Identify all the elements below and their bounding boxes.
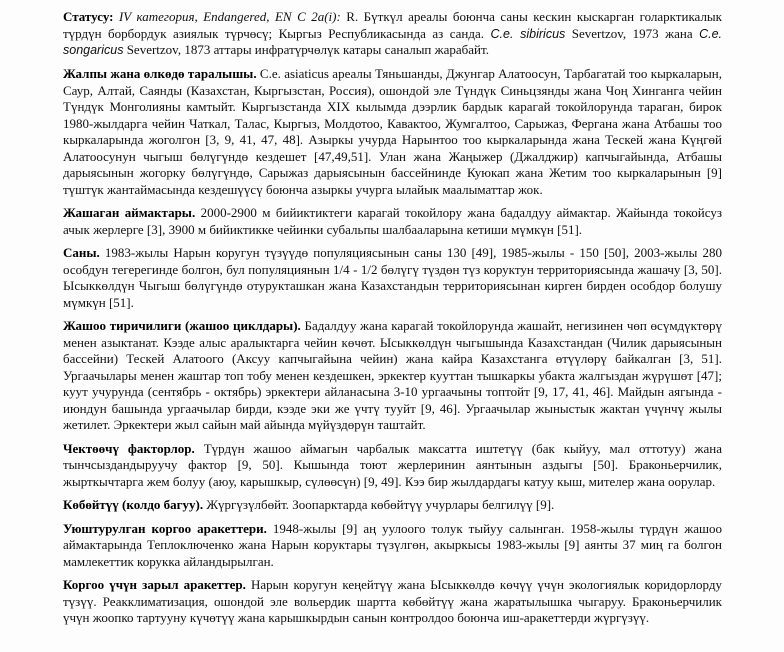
- distribution-heading: Жалпы жана өлкөдө таралышы.: [63, 66, 260, 82]
- protection-measures-heading: Уюштурулган коргоо аракеттери.: [63, 520, 273, 536]
- limiting-factors-heading: Чектөөчү факторлор.: [63, 440, 204, 456]
- paragraph-population: [63, 245, 722, 311]
- paragraph-breeding: [63, 497, 722, 514]
- needed-actions-text: Нарын коругун кеңейтүү жана Ысыккөлдө көчүү үчүн экологиялык коридорлорду түзүү. Реакклиматизация, ошондой эле вольердик шартта көбөйтүү жана жаратылышка чыгаруу. Браконьерчилик үчүн жоопко тартууну күчөтүү жана карышкырдын санын контролдоо боюнча иш-аракеттерди жүргүзүү.: [63, 577, 722, 626]
- paragraph-limiting-factors: [63, 441, 722, 491]
- paragraph-distribution: [63, 66, 722, 198]
- status-text-1: R. Бүткүл ареалы боюнча саны кескин кыскарган голарктикалык түрдүн борбордук азиялык түрчөсү; Кыргыз Республикасында аз санда.: [63, 9, 722, 41]
- population-text: 1983-жылы Нарын коругун түзүүдө популяциясынын саны 130 [49], 1985-жылы - 150 [50], 2003-жылы 280 особдун тегерегинде болгон, бул популяциянын 1/4 - 1/2 бөлүгү түздөн түз коруктун территориясында жашачу [3, 50]. Ысыккөлдүн Чыгыш бөлүгүндө отурукташкан жана Казахстандын территориясынан кирген бирден особдор болушу мүмкүн [51].: [63, 245, 722, 310]
- species-name-songaricus: C.e. songaricus: [63, 26, 722, 58]
- needed-actions-heading: Коргоо үчүн зарыл аракеттер.: [63, 577, 251, 593]
- status-heading: Статусу:: [63, 9, 119, 24]
- paragraph-life-cycle: [63, 318, 722, 434]
- paragraph-status: [63, 9, 722, 59]
- habitat-heading: Жашаган аймактары.: [63, 205, 201, 221]
- limiting-factors-text: Түрдүн жашоо аймагын чарбалык максатта иштетүү (бак кыйуу, мал оттотуу) жана тынчсыздандыруучу фактор [9, 50]. Кышында тоют жерлеринин аянтынын аздыгы [50]. Браконьерчилик, жырткычтарга жем болуу (аюу, карышкыр, сүлөөсүн) [9, 49]. Кээ бир жылдардагы катуу кыш, мителер жана оорулар.: [63, 440, 722, 489]
- status-text-2: Severtzov, 1973 жана: [565, 25, 700, 41]
- status-text-3: Severtzov, 1873 аттары инфратүрчөлүк катары саналып жарабайт.: [123, 42, 489, 58]
- status-category-italic: IV категория, Endangered, EN C 2a(i):: [118, 9, 347, 24]
- life-cycle-heading: Жашоо тиричилиги (жашоо циклдары).: [63, 318, 305, 334]
- paragraph-habitat: [63, 205, 722, 238]
- protection-measures-text: 1948-жылы [9] аң уулоого толук тыйуу салынган. 1958-жылы түрдүн жашоо аймактарында Теплоключенко жана Нарын коруктары түзүлгөн, акыркысы 1983-жылы [9] аянты 37 миң га болгон мамлекеттик корукка айландырылган.: [63, 520, 722, 569]
- paragraph-protection-measures: [63, 521, 722, 571]
- population-heading: Саны.: [63, 245, 105, 261]
- breeding-text: Жүргүзүлбөйт. Зоопарктарда көбөйтүү учурлары белгилүү [9].: [206, 497, 555, 513]
- breeding-heading: Көбөйтүү (колдо багуу).: [63, 497, 207, 513]
- distribution-text: C.e. asiaticus ареалы Тяньшанды, Джунгар Алатоосун, Тарбагатай тоо кыркаларын, Саур, Алтай, Саянды (Казахстан, Кыргызстан, Россия), ошондой эле Түндүк Синьцзянды жана Чоң Хинганга чейин Түндүк Монголияны камтыйт. Кыргызстанда XIX кылымда дээрлик бардык карагай токойлорунда тараган, бирок 1980-жылдарга чейин Чаткал, Талас, Кыргыз, Молдотоо, Кавактоо, Жумгалтоо, Сарыжаз, Фергана жана Атбашы тоо кыркаларында жоголгон [3, 9, 41, 47, 48]. Азыркы учурда Нарынтоо тоо кыркаларында жана Тескей жана Күңгөй Алатоосунун чыгыш бөлүгүндө кездешет [47,49,51]. Улан жана Жаңыжер (Джалджир) капчыгайында, Атбашы дарыясынын жогорку бөлүгүндө, Сарыжаз дарыясынын бассейнинде Куюкап жана Жетим тоо кыркаларынын [9] түштүк жантаймасында кездешүүсү боюнча азыркы учурга ылайык маалыматтар жок.: [63, 66, 722, 197]
- habitat-text: 2000-2900 м бийиктиктеги карагай токойлору жана бадалдуу аймактар. Жайында токойсуз ачык жерлерге [3], 3900 м бийиктикке чейинки субальпы шалбааларына кетиши мүмкүн [51].: [63, 205, 722, 237]
- paragraph-needed-actions: [63, 577, 722, 627]
- species-name-sibiricus: C.e. sibiricus: [490, 26, 566, 41]
- life-cycle-text: Бадалдуу жана карагай токойлорунда жашайт, негизинен чөп өсүмдүктөрү менен азыктанат. Кээде алыс аралыктарга чейин көчөт. Ысыккөлдүн чыгышында Казахстандан (Чилик дарыясынын бассейни) Тескей Алатоого (Аксуу капчыгайына чейин) жана кайра Казахстанга өтүүлөрү байкалган [3, 51]. Ургаачылары менен жаштар топ тобу менен кездешкен, эркектер кууттан тышкаркы убакта жалгыздан жүрүшөт [47]; куут учурунда (сентябрь - октябрь) эркектери айланасына 3-10 ургаачыны топтойт [9, 17, 41, 46]. Майдын аягында - июндун башында ургаачылар бирди, кээде эки же үчтү тууйт [9, 46]. Ургаачылар жыныстык жактан үчүнчү жылы жетилет. Эркектери жыл сайын май айында мүйүздөрүн таштайт.: [63, 318, 722, 433]
